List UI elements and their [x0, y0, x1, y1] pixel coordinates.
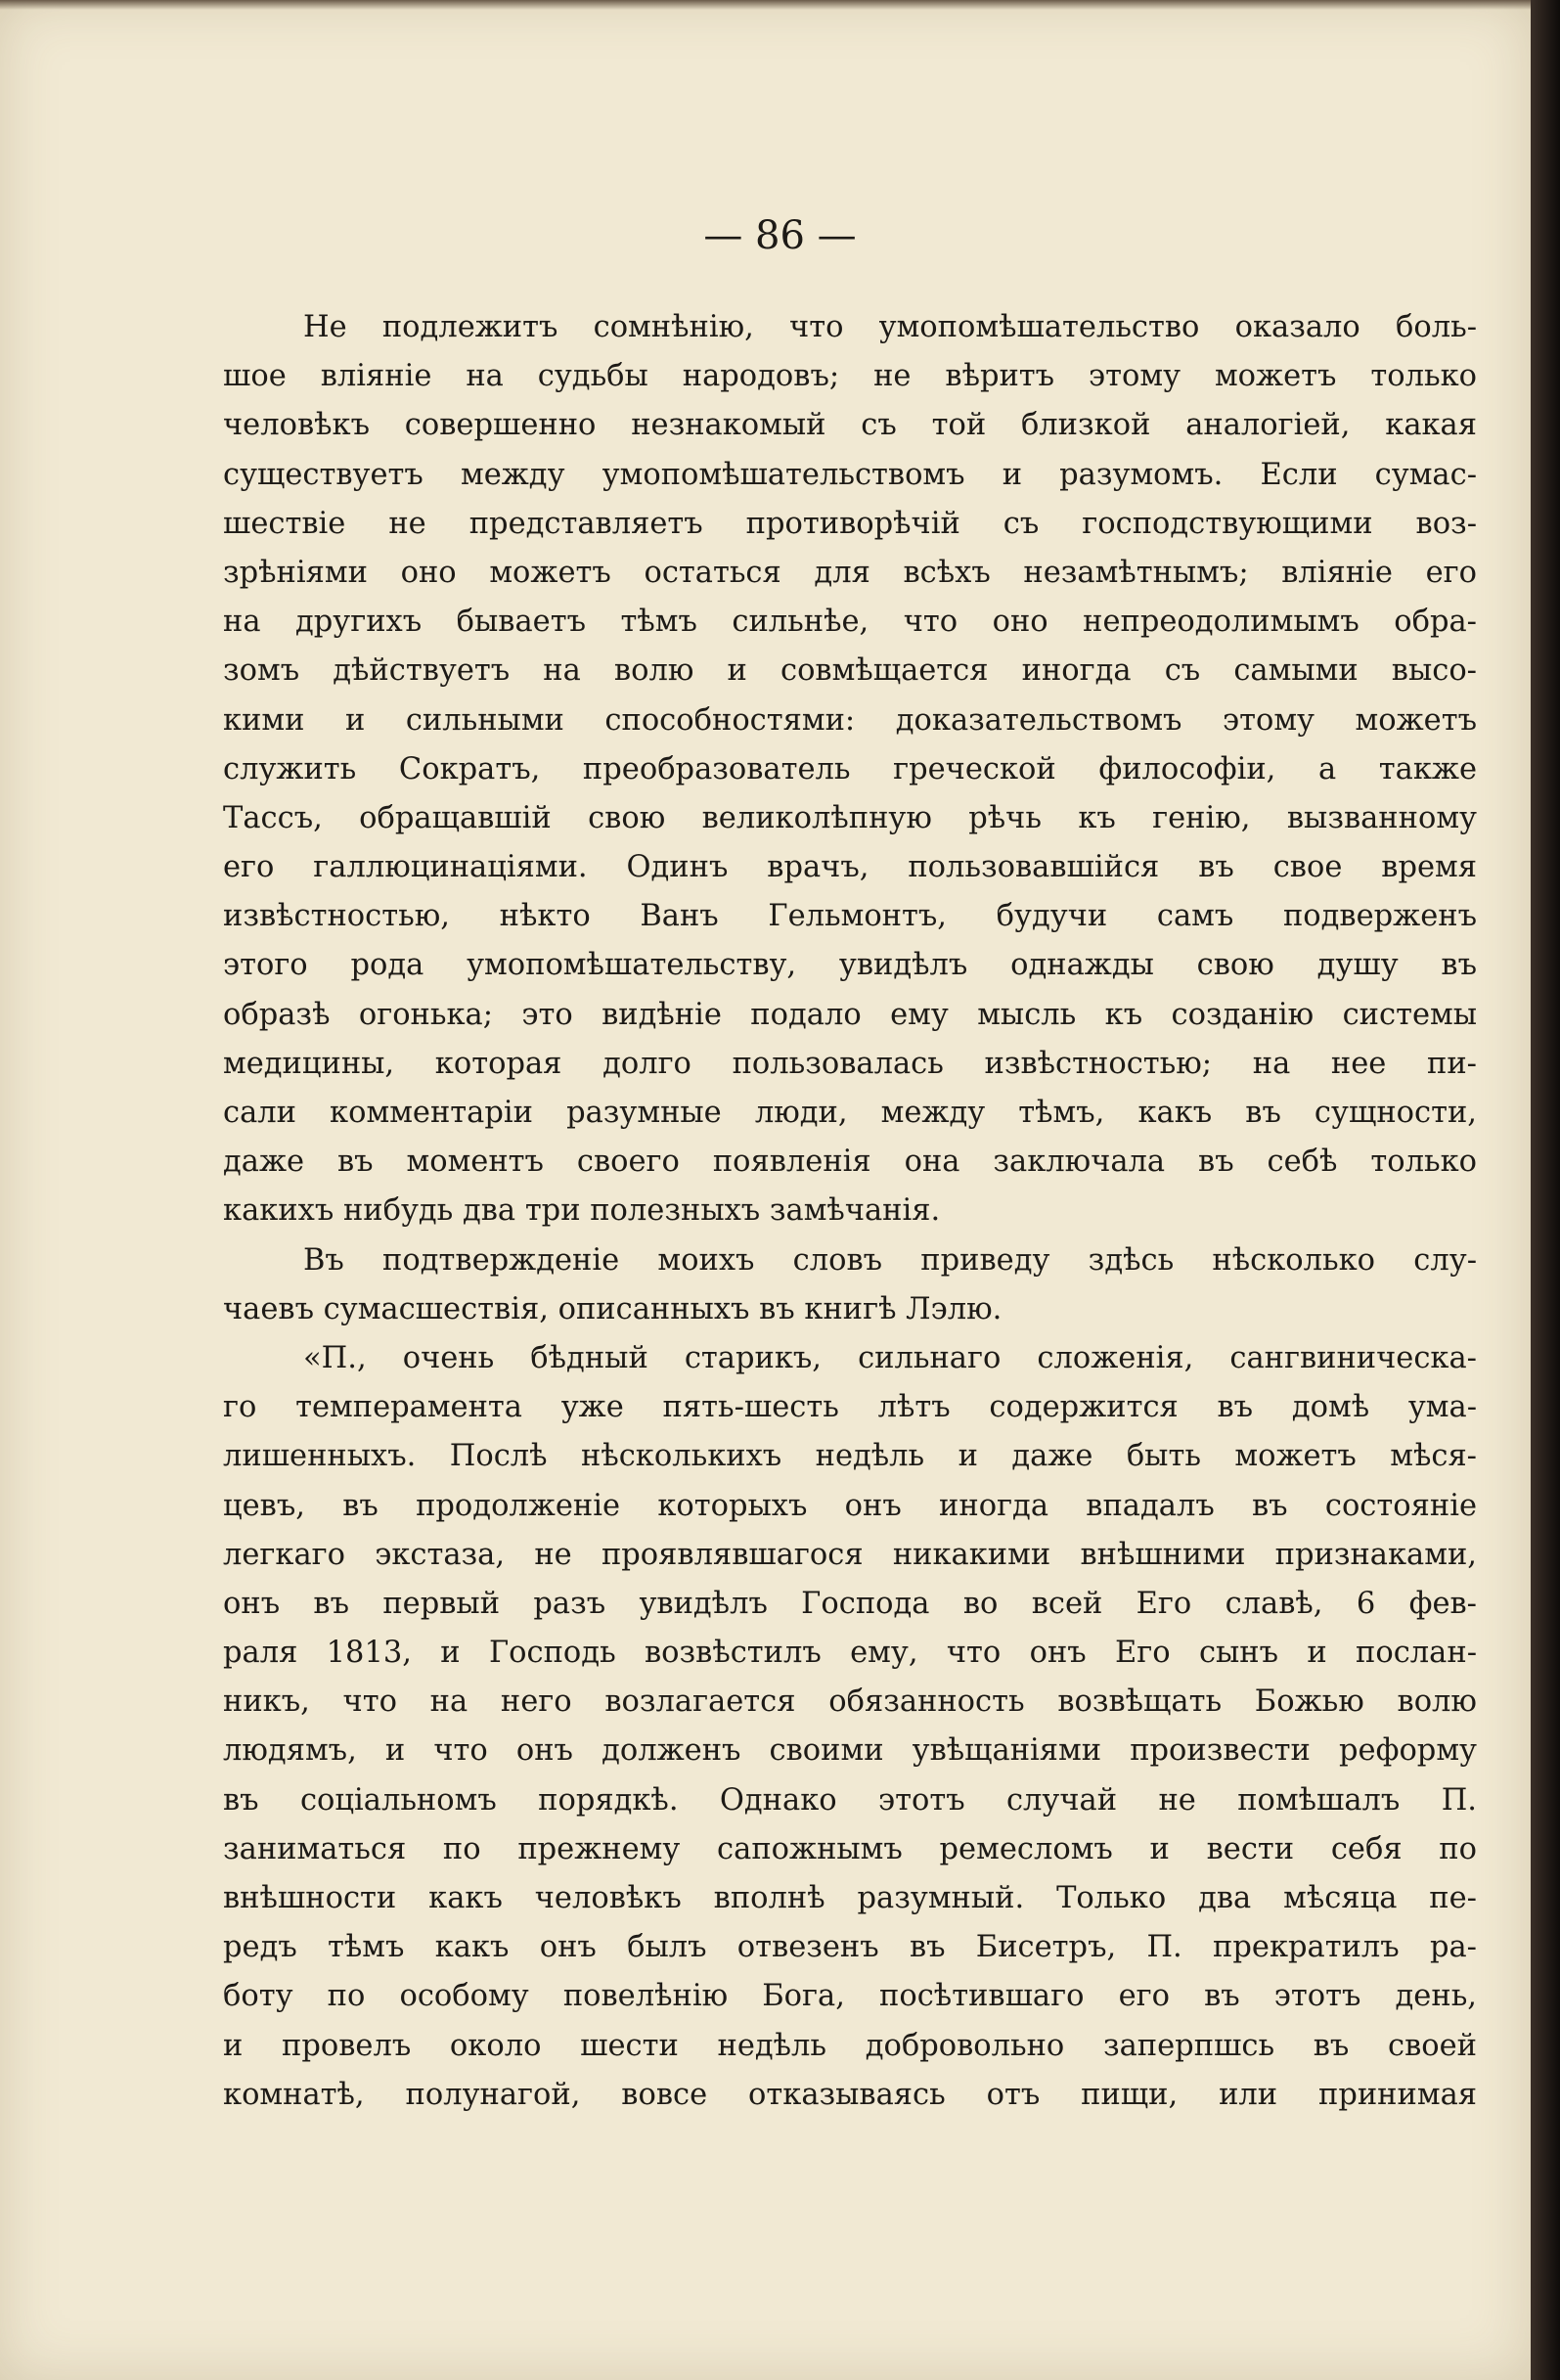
text-line: образѣ огонька; это видѣніе подало ему мысль къ созданію системы — [223, 997, 1477, 1032]
text-line: служить Сократъ, преобразователь греческой философіи, а также — [223, 751, 1477, 786]
text-line: редъ тѣмъ какъ онъ былъ отвезенъ въ Бисетръ, П. прекратилъ ра- — [223, 1930, 1477, 1965]
text-line: «П., очень бѣдный старикъ, сильнаго сложенія, сангвиническа- — [303, 1340, 1477, 1375]
text-line: его галлюцинаціями. Одинъ врачъ, пользовавшійся въ свое время — [223, 850, 1477, 885]
text-line: раля 1813, и Господь возвѣстилъ ему, что онъ Его сынъ и послан- — [223, 1636, 1477, 1671]
text-line: комнатѣ, полунагой, вовсе отказываясь отъ пищи, или принимая — [223, 2077, 1477, 2112]
text-line: онъ въ первый разъ увидѣлъ Господа во всей Его славѣ, 6 фев- — [223, 1586, 1477, 1621]
text-line: шое вліяніе на судьбы народовъ; не вѣритъ этому можетъ только — [223, 359, 1477, 394]
text-line: заниматься по прежнему сапожнымъ ремесломъ и вести себя по — [223, 1831, 1477, 1866]
text-line: зрѣніями оно можетъ остаться для всѣхъ незамѣтнымъ; вліяніе его — [223, 555, 1477, 590]
text-line: и провелъ около шести недѣль добровольно заперпшсь въ своей — [223, 2028, 1477, 2063]
text-line: сали комментаріи разумные люди, между тѣмъ, какъ въ сущности, — [223, 1096, 1477, 1130]
text-line: цевъ, въ продолженіе которыхъ онъ иногда впадалъ въ состояніе — [223, 1488, 1477, 1523]
text-line: лишенныхъ. Послѣ нѣсколькихъ недѣль и даже быть можетъ мѣся- — [223, 1439, 1477, 1474]
text-line: кими и сильными способностями: доказательствомъ этому можетъ — [223, 702, 1477, 738]
text-line: извѣстностью, нѣкто Ванъ Гельмонтъ, будучи самъ подверженъ — [223, 899, 1477, 934]
scan-dark-border — [1531, 0, 1560, 2380]
text-line: даже въ моментъ своего появленія она заключала въ себѣ только — [223, 1145, 1477, 1180]
text-line: людямъ, и что онъ долженъ своими увѣщаніями произвести реформу — [223, 1733, 1477, 1769]
text-line: этого рода умопомѣшательству, увидѣлъ однажды свою душу въ — [223, 948, 1477, 983]
body-text — [223, 303, 1477, 2120]
text-line: Тассъ, обращавшій свою великолѣпную рѣчь къ генію, вызванному — [223, 800, 1477, 835]
text-line: существуетъ между умопомѣшательствомъ и разумомъ. Если сумас- — [223, 457, 1477, 492]
text-line: Не подлежитъ сомнѣнію, что умопомѣшательство оказало боль- — [303, 310, 1477, 344]
text-line: легкаго экстаза, не проявлявшагося никакими внѣшними признаками, — [223, 1537, 1477, 1572]
text-line: никъ, что на него возлагается обязанность возвѣщать Божью волю — [223, 1684, 1477, 1720]
page-number: — 86 — — [703, 213, 857, 258]
text-line: го темперамента уже пять-шесть лѣтъ содержится въ домѣ ума- — [223, 1390, 1477, 1425]
text-line: медицины, которая долго пользовалась извѣстностью; на нее пи- — [223, 1046, 1477, 1081]
text-line: шествіе не представляетъ противорѣчій съ господствующими воз- — [223, 506, 1477, 541]
text-line: чаевъ сумасшествія, описанныхъ въ книгѣ Лэлю. — [223, 1291, 1003, 1326]
text-line: въ соціальномъ порядкѣ. Однако этотъ случай не помѣшалъ П. — [223, 1782, 1477, 1818]
text-line: человѣкъ совершенно незнакомый съ той близкой аналогіей, какая — [223, 408, 1477, 443]
text-line: внѣшности какъ человѣкъ вполнѣ разумный. Только два мѣсяца пе- — [223, 1881, 1477, 1915]
text-line: Въ подтвержденіе моихъ словъ приведу здѣсь нѣсколько слу- — [303, 1242, 1477, 1278]
text-line: какихъ нибудь два три полезныхъ замѣчанія. — [223, 1193, 941, 1229]
text-line: боту по особому повелѣнію Бога, посѣтившаго его въ этотъ день, — [223, 1979, 1477, 2014]
text-line: зомъ дѣйствуетъ на волю и совмѣщается иногда съ самыми высо- — [223, 653, 1477, 689]
page-top-edge — [0, 0, 1531, 10]
text-line: на другихъ бываетъ тѣмъ сильнѣе, что оно непреодолимымъ обра- — [223, 605, 1477, 640]
